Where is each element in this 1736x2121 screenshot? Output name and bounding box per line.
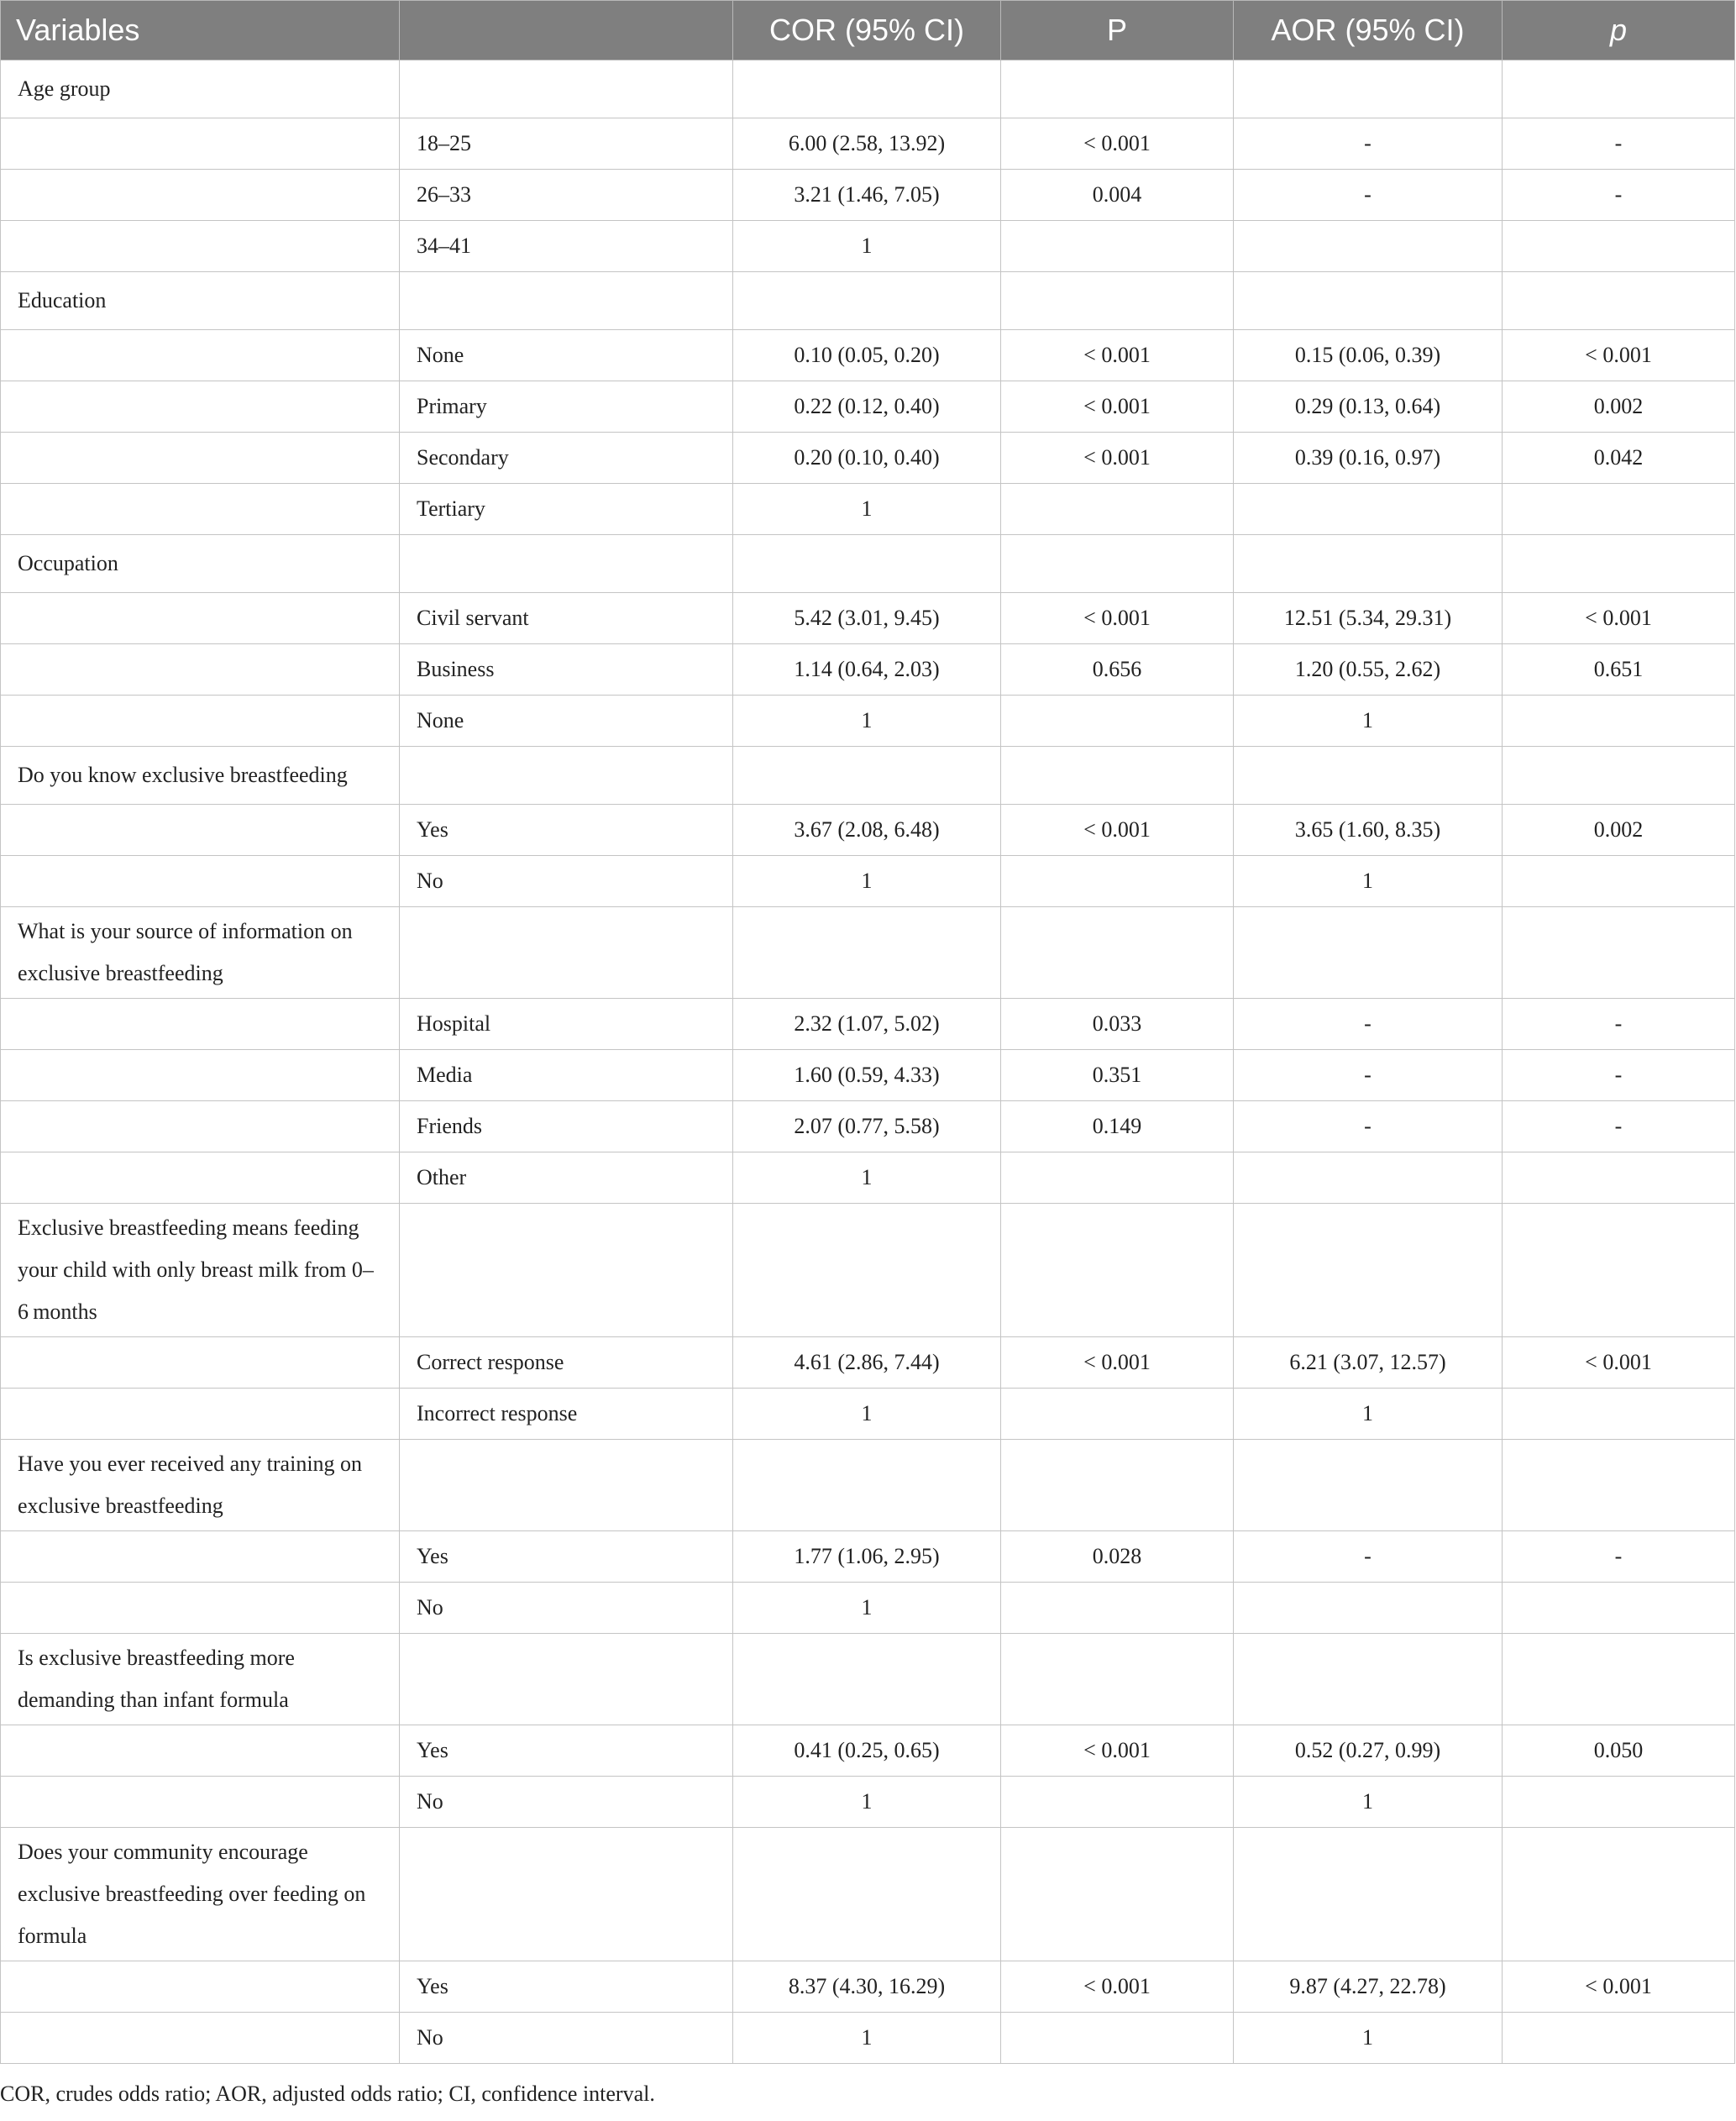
category-cell: Secondary (400, 433, 733, 484)
aor-cell: - (1234, 1531, 1503, 1583)
p-crude-cell (1001, 272, 1234, 330)
p-adjusted-cell (1503, 2013, 1735, 2064)
variable-label: What is your source of information on exclusive breastfeeding (1, 907, 400, 999)
p-crude-cell (1001, 60, 1234, 118)
p-crude-cell: 0.033 (1001, 999, 1234, 1050)
category-cell (400, 1634, 733, 1725)
cor-cell (733, 60, 1001, 118)
category-cell: Primary (400, 381, 733, 433)
aor-cell (1234, 1828, 1503, 1961)
aor-cell (1234, 1152, 1503, 1204)
aor-cell: 1.20 (0.55, 2.62) (1234, 644, 1503, 696)
table-body (1, 60, 1735, 2064)
aor-cell (1234, 272, 1503, 330)
p-adjusted-cell: 0.002 (1503, 805, 1735, 856)
category-cell (400, 1204, 733, 1337)
group-row (1, 1828, 1735, 1961)
aor-cell: 12.51 (5.34, 29.31) (1234, 593, 1503, 644)
aor-cell (1234, 1204, 1503, 1337)
variable-cell (1, 484, 400, 535)
cor-cell: 1.77 (1.06, 2.95) (733, 1531, 1001, 1583)
p-adjusted-cell: < 0.001 (1503, 1337, 1735, 1389)
variable-cell (1, 644, 400, 696)
variable-cell (1, 170, 400, 221)
variable-cell (1, 805, 400, 856)
p-adjusted-cell: - (1503, 1531, 1735, 1583)
variable-cell (1, 1050, 400, 1101)
category-cell (400, 535, 733, 593)
aor-cell: 0.29 (0.13, 0.64) (1234, 381, 1503, 433)
aor-cell: - (1234, 1050, 1503, 1101)
p-crude-cell (1001, 747, 1234, 805)
variable-cell (1, 2013, 400, 2064)
table-row (1, 170, 1735, 221)
category-cell: Yes (400, 805, 733, 856)
category-cell: Incorrect response (400, 1389, 733, 1440)
p-crude-cell (1001, 1204, 1234, 1337)
header-p-adjusted: p (1503, 1, 1735, 60)
p-crude-cell (1001, 2013, 1234, 2064)
variable-label: Occupation (1, 535, 400, 593)
table-header-row (1, 1, 1735, 60)
p-crude-cell (1001, 1152, 1234, 1204)
p-adjusted-cell: 0.002 (1503, 381, 1735, 433)
category-cell: Yes (400, 1531, 733, 1583)
p-crude-cell (1001, 696, 1234, 747)
table-row (1, 999, 1735, 1050)
variable-cell (1, 1777, 400, 1828)
table-row (1, 1725, 1735, 1777)
cor-cell: 0.41 (0.25, 0.65) (733, 1725, 1001, 1777)
cor-cell (733, 1440, 1001, 1531)
category-cell: None (400, 330, 733, 381)
cor-cell: 8.37 (4.30, 16.29) (733, 1961, 1001, 2013)
table-row (1, 118, 1735, 170)
p-adjusted-cell: < 0.001 (1503, 593, 1735, 644)
group-row (1, 907, 1735, 999)
aor-cell (1234, 907, 1503, 999)
p-adjusted-cell (1503, 1583, 1735, 1634)
table-row (1, 330, 1735, 381)
cor-cell (733, 272, 1001, 330)
group-row (1, 60, 1735, 118)
p-crude-cell (1001, 1389, 1234, 1440)
cor-cell: 1 (733, 696, 1001, 747)
variable-cell (1, 330, 400, 381)
cor-cell: 1 (733, 221, 1001, 272)
category-cell: No (400, 2013, 733, 2064)
table-row (1, 381, 1735, 433)
p-crude-cell (1001, 1828, 1234, 1961)
aor-cell (1234, 747, 1503, 805)
category-cell: No (400, 1777, 733, 1828)
table-footnote: COR, crudes odds ratio; AOR, adjusted odds ratio; CI, confidence interval. (0, 2082, 655, 2106)
p-crude-cell (1001, 1583, 1234, 1634)
variable-cell (1, 1961, 400, 2013)
variable-cell (1, 221, 400, 272)
header-cor: COR (95% CI) (733, 1, 1001, 60)
aor-cell (1234, 535, 1503, 593)
cor-cell: 3.67 (2.08, 6.48) (733, 805, 1001, 856)
cor-cell: 4.61 (2.86, 7.44) (733, 1337, 1001, 1389)
cor-cell: 5.42 (3.01, 9.45) (733, 593, 1001, 644)
category-cell: No (400, 1583, 733, 1634)
p-crude-cell: 0.028 (1001, 1531, 1234, 1583)
cor-cell: 3.21 (1.46, 7.05) (733, 170, 1001, 221)
category-cell (400, 1828, 733, 1961)
cor-cell: 0.22 (0.12, 0.40) (733, 381, 1001, 433)
variable-label: Age group (1, 60, 400, 118)
cor-cell: 1 (733, 1389, 1001, 1440)
p-adjusted-cell (1503, 696, 1735, 747)
variable-cell (1, 433, 400, 484)
p-adjusted-cell (1503, 60, 1735, 118)
table-row (1, 1583, 1735, 1634)
p-adjusted-cell (1503, 221, 1735, 272)
variable-cell (1, 381, 400, 433)
cor-cell (733, 1204, 1001, 1337)
p-adjusted-cell: - (1503, 1101, 1735, 1152)
variable-label: Does your community encourage exclusive breastfeeding over feeding on formula (1, 1828, 400, 1961)
cor-cell: 1 (733, 1777, 1001, 1828)
p-crude-cell (1001, 484, 1234, 535)
p-crude-cell: < 0.001 (1001, 118, 1234, 170)
aor-cell (1234, 484, 1503, 535)
header-category (400, 1, 733, 60)
aor-cell: - (1234, 1101, 1503, 1152)
aor-cell: 0.39 (0.16, 0.97) (1234, 433, 1503, 484)
p-crude-cell: < 0.001 (1001, 330, 1234, 381)
p-crude-cell: 0.351 (1001, 1050, 1234, 1101)
p-adjusted-cell: - (1503, 118, 1735, 170)
p-adjusted-cell: - (1503, 170, 1735, 221)
variable-cell (1, 1531, 400, 1583)
table-row (1, 484, 1735, 535)
variable-cell (1, 1725, 400, 1777)
category-cell: 26–33 (400, 170, 733, 221)
category-cell (400, 1440, 733, 1531)
table-row (1, 696, 1735, 747)
p-adjusted-cell (1503, 1204, 1735, 1337)
p-crude-cell (1001, 1440, 1234, 1531)
aor-cell: - (1234, 118, 1503, 170)
category-cell: 18–25 (400, 118, 733, 170)
cor-cell: 0.20 (0.10, 0.40) (733, 433, 1001, 484)
group-row (1, 1440, 1735, 1531)
aor-cell: 1 (1234, 856, 1503, 907)
cor-cell (733, 535, 1001, 593)
table-row (1, 1337, 1735, 1389)
p-crude-cell (1001, 856, 1234, 907)
table-row (1, 1389, 1735, 1440)
category-cell: Media (400, 1050, 733, 1101)
p-crude-cell (1001, 221, 1234, 272)
category-cell (400, 60, 733, 118)
cor-cell: 2.32 (1.07, 5.02) (733, 999, 1001, 1050)
header-p-crude: P (1001, 1, 1234, 60)
variable-cell (1, 593, 400, 644)
cor-cell: 1.60 (0.59, 4.33) (733, 1050, 1001, 1101)
variable-label: Do you know exclusive breastfeeding (1, 747, 400, 805)
variable-cell (1, 1389, 400, 1440)
aor-cell (1234, 1583, 1503, 1634)
cor-cell: 1 (733, 856, 1001, 907)
p-adjusted-cell: - (1503, 1050, 1735, 1101)
category-cell: Business (400, 644, 733, 696)
p-adjusted-cell (1503, 1440, 1735, 1531)
variable-cell (1, 118, 400, 170)
table-row (1, 1101, 1735, 1152)
variable-cell (1, 1152, 400, 1204)
cor-cell: 1 (733, 1152, 1001, 1204)
p-adjusted-cell (1503, 484, 1735, 535)
category-cell: Friends (400, 1101, 733, 1152)
group-row (1, 535, 1735, 593)
variable-label: Have you ever received any training on exclusive breastfeeding (1, 1440, 400, 1531)
aor-cell: - (1234, 170, 1503, 221)
table-row (1, 644, 1735, 696)
p-adjusted-cell (1503, 535, 1735, 593)
p-crude-cell: < 0.001 (1001, 805, 1234, 856)
cor-cell: 6.00 (2.58, 13.92) (733, 118, 1001, 170)
variable-cell (1, 1583, 400, 1634)
cor-cell: 1.14 (0.64, 2.03) (733, 644, 1001, 696)
p-adjusted-cell: < 0.001 (1503, 330, 1735, 381)
aor-cell: 1 (1234, 696, 1503, 747)
category-cell: Yes (400, 1961, 733, 2013)
category-cell: No (400, 856, 733, 907)
variable-cell (1, 856, 400, 907)
variable-cell (1, 696, 400, 747)
table-row (1, 1531, 1735, 1583)
p-crude-cell (1001, 907, 1234, 999)
cor-cell: 1 (733, 484, 1001, 535)
table-row (1, 1961, 1735, 2013)
p-adjusted-cell: 0.050 (1503, 1725, 1735, 1777)
p-crude-cell: < 0.001 (1001, 1961, 1234, 2013)
p-crude-cell: < 0.001 (1001, 433, 1234, 484)
cor-cell: 1 (733, 1583, 1001, 1634)
header-variables: Variables (1, 1, 400, 60)
p-adjusted-cell: < 0.001 (1503, 1961, 1735, 2013)
p-crude-cell (1001, 1777, 1234, 1828)
p-crude-cell: < 0.001 (1001, 1725, 1234, 1777)
aor-cell: 1 (1234, 1389, 1503, 1440)
aor-cell (1234, 221, 1503, 272)
p-adjusted-cell (1503, 272, 1735, 330)
aor-cell (1234, 1634, 1503, 1725)
p-adjusted-cell (1503, 907, 1735, 999)
variable-cell (1, 1101, 400, 1152)
group-row (1, 1204, 1735, 1337)
p-crude-cell: < 0.001 (1001, 593, 1234, 644)
category-cell: Yes (400, 1725, 733, 1777)
aor-cell: 0.15 (0.06, 0.39) (1234, 330, 1503, 381)
aor-cell: - (1234, 999, 1503, 1050)
p-adjusted-cell (1503, 1634, 1735, 1725)
cor-cell: 2.07 (0.77, 5.58) (733, 1101, 1001, 1152)
p-crude-cell (1001, 1634, 1234, 1725)
aor-cell: 3.65 (1.60, 8.35) (1234, 805, 1503, 856)
variable-cell (1, 999, 400, 1050)
table-row (1, 856, 1735, 907)
p-crude-cell: < 0.001 (1001, 1337, 1234, 1389)
p-crude-cell: 0.149 (1001, 1101, 1234, 1152)
cor-cell (733, 1634, 1001, 1725)
table-row (1, 1152, 1735, 1204)
aor-cell: 1 (1234, 1777, 1503, 1828)
cor-cell (733, 747, 1001, 805)
aor-cell (1234, 1440, 1503, 1531)
category-cell (400, 747, 733, 805)
p-crude-cell: < 0.001 (1001, 381, 1234, 433)
variable-label: Is exclusive breastfeeding more demanding than infant formula (1, 1634, 400, 1725)
p-adjusted-cell: 0.042 (1503, 433, 1735, 484)
p-adjusted-cell: 0.651 (1503, 644, 1735, 696)
variable-label: Exclusive breastfeeding means feeding your child with only breast milk from 0–6 months (1, 1204, 400, 1337)
cor-cell (733, 907, 1001, 999)
aor-cell: 6.21 (3.07, 12.57) (1234, 1337, 1503, 1389)
header-aor: AOR (95% CI) (1234, 1, 1503, 60)
category-cell: Correct response (400, 1337, 733, 1389)
category-cell: Other (400, 1152, 733, 1204)
table-row (1, 1050, 1735, 1101)
cor-cell: 0.10 (0.05, 0.20) (733, 330, 1001, 381)
group-row (1, 1634, 1735, 1725)
table-row (1, 2013, 1735, 2064)
p-adjusted-cell (1503, 856, 1735, 907)
p-crude-cell: 0.004 (1001, 170, 1234, 221)
p-adjusted-cell (1503, 1777, 1735, 1828)
table-row (1, 1777, 1735, 1828)
p-adjusted-cell (1503, 1152, 1735, 1204)
table-row (1, 433, 1735, 484)
category-cell: 34–41 (400, 221, 733, 272)
category-cell (400, 907, 733, 999)
variable-cell (1, 1337, 400, 1389)
category-cell (400, 272, 733, 330)
cor-cell (733, 1828, 1001, 1961)
category-cell: None (400, 696, 733, 747)
p-adjusted-cell: - (1503, 999, 1735, 1050)
p-crude-cell: 0.656 (1001, 644, 1234, 696)
aor-cell: 9.87 (4.27, 22.78) (1234, 1961, 1503, 2013)
group-row (1, 747, 1735, 805)
aor-cell (1234, 60, 1503, 118)
aor-cell: 1 (1234, 2013, 1503, 2064)
category-cell: Tertiary (400, 484, 733, 535)
category-cell: Civil servant (400, 593, 733, 644)
p-adjusted-cell (1503, 1828, 1735, 1961)
p-adjusted-cell (1503, 1389, 1735, 1440)
group-row (1, 272, 1735, 330)
variable-label: Education (1, 272, 400, 330)
p-adjusted-cell (1503, 747, 1735, 805)
p-crude-cell (1001, 535, 1234, 593)
table-row (1, 221, 1735, 272)
table-row (1, 805, 1735, 856)
cor-cell: 1 (733, 2013, 1001, 2064)
aor-cell: 0.52 (0.27, 0.99) (1234, 1725, 1503, 1777)
category-cell: Hospital (400, 999, 733, 1050)
table-row (1, 593, 1735, 644)
